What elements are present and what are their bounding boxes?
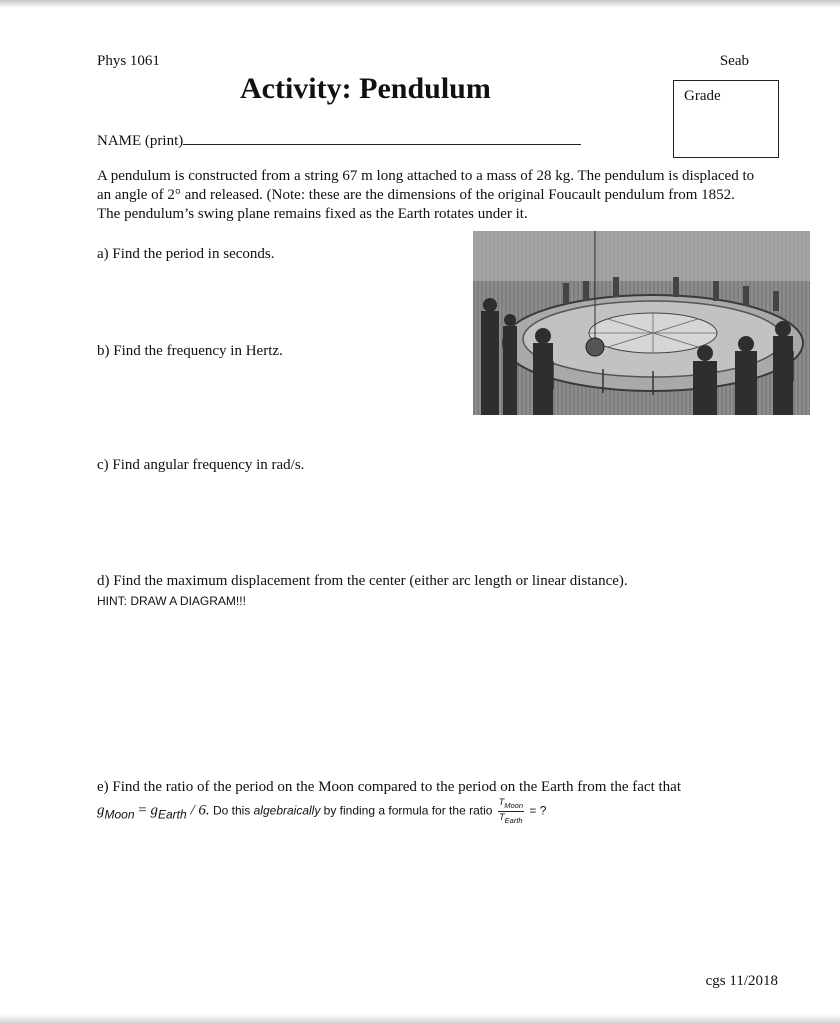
question-mark-tail: = ? <box>526 803 547 818</box>
instruction-text: Do this <box>209 803 254 818</box>
question-a: a) Find the period in seconds. <box>97 246 275 262</box>
g-moon-subscript: Moon <box>104 807 135 822</box>
grade-box <box>673 80 779 158</box>
t-moon-subscript: Moon <box>504 800 524 810</box>
bottom-shadow <box>0 1014 840 1024</box>
grade-label: Grade <box>684 88 721 104</box>
question-e-text: e) Find the ratio of the period on the Moon compared to the period on the Earth from the fact that <box>97 779 681 795</box>
instructor-name: Seab <box>719 53 749 69</box>
period-ratio-fraction <box>498 797 524 826</box>
page-title: Activity: Pendulum <box>240 72 491 105</box>
instruction-rest: by finding a formula for the ratio <box>320 803 496 818</box>
question-b: b) Find the frequency in Hertz. <box>97 343 283 359</box>
g-moon-symbol: g <box>97 802 105 819</box>
algebraically-emphasis: algebraically <box>253 803 321 818</box>
divide-by-six: / 6. <box>186 802 210 819</box>
name-field <box>97 130 581 150</box>
g-earth-symbol: g <box>150 802 158 819</box>
question-c: c) Find angular frequency in rad/s. <box>97 457 305 473</box>
course-code: Phys 1061 <box>97 53 160 69</box>
top-shadow <box>0 0 840 8</box>
question-e-formula-line <box>97 797 757 826</box>
equals-sign: = <box>134 802 151 819</box>
question-d-hint: HINT: DRAW A DIAGRAM!!! <box>97 594 246 608</box>
name-blank-line <box>183 130 581 145</box>
name-label: NAME (print) <box>97 133 184 149</box>
question-d: d) Find the maximum displacement from the center (either arc length or linear distance). <box>97 573 628 589</box>
question-e <box>97 778 757 826</box>
t-earth-subscript: Earth <box>504 815 523 825</box>
g-earth-subscript: Earth <box>158 807 187 822</box>
t-moon-symbol: T <box>498 797 505 807</box>
footer-version: cgs 11/2018 <box>705 973 778 989</box>
foucault-pendulum-image <box>473 231 810 415</box>
t-earth-symbol: T <box>499 811 505 822</box>
problem-statement: A pendulum is constructed from a string 67 m long attached to a mass of 28 kg. The pendulum is displaced to an angle of 2° and released. (Note: these are the dimensions of the original Foucault pendulum from 1852. The pendulum’s swing plane remains fixed as the Earth rotates under it. <box>97 168 755 222</box>
